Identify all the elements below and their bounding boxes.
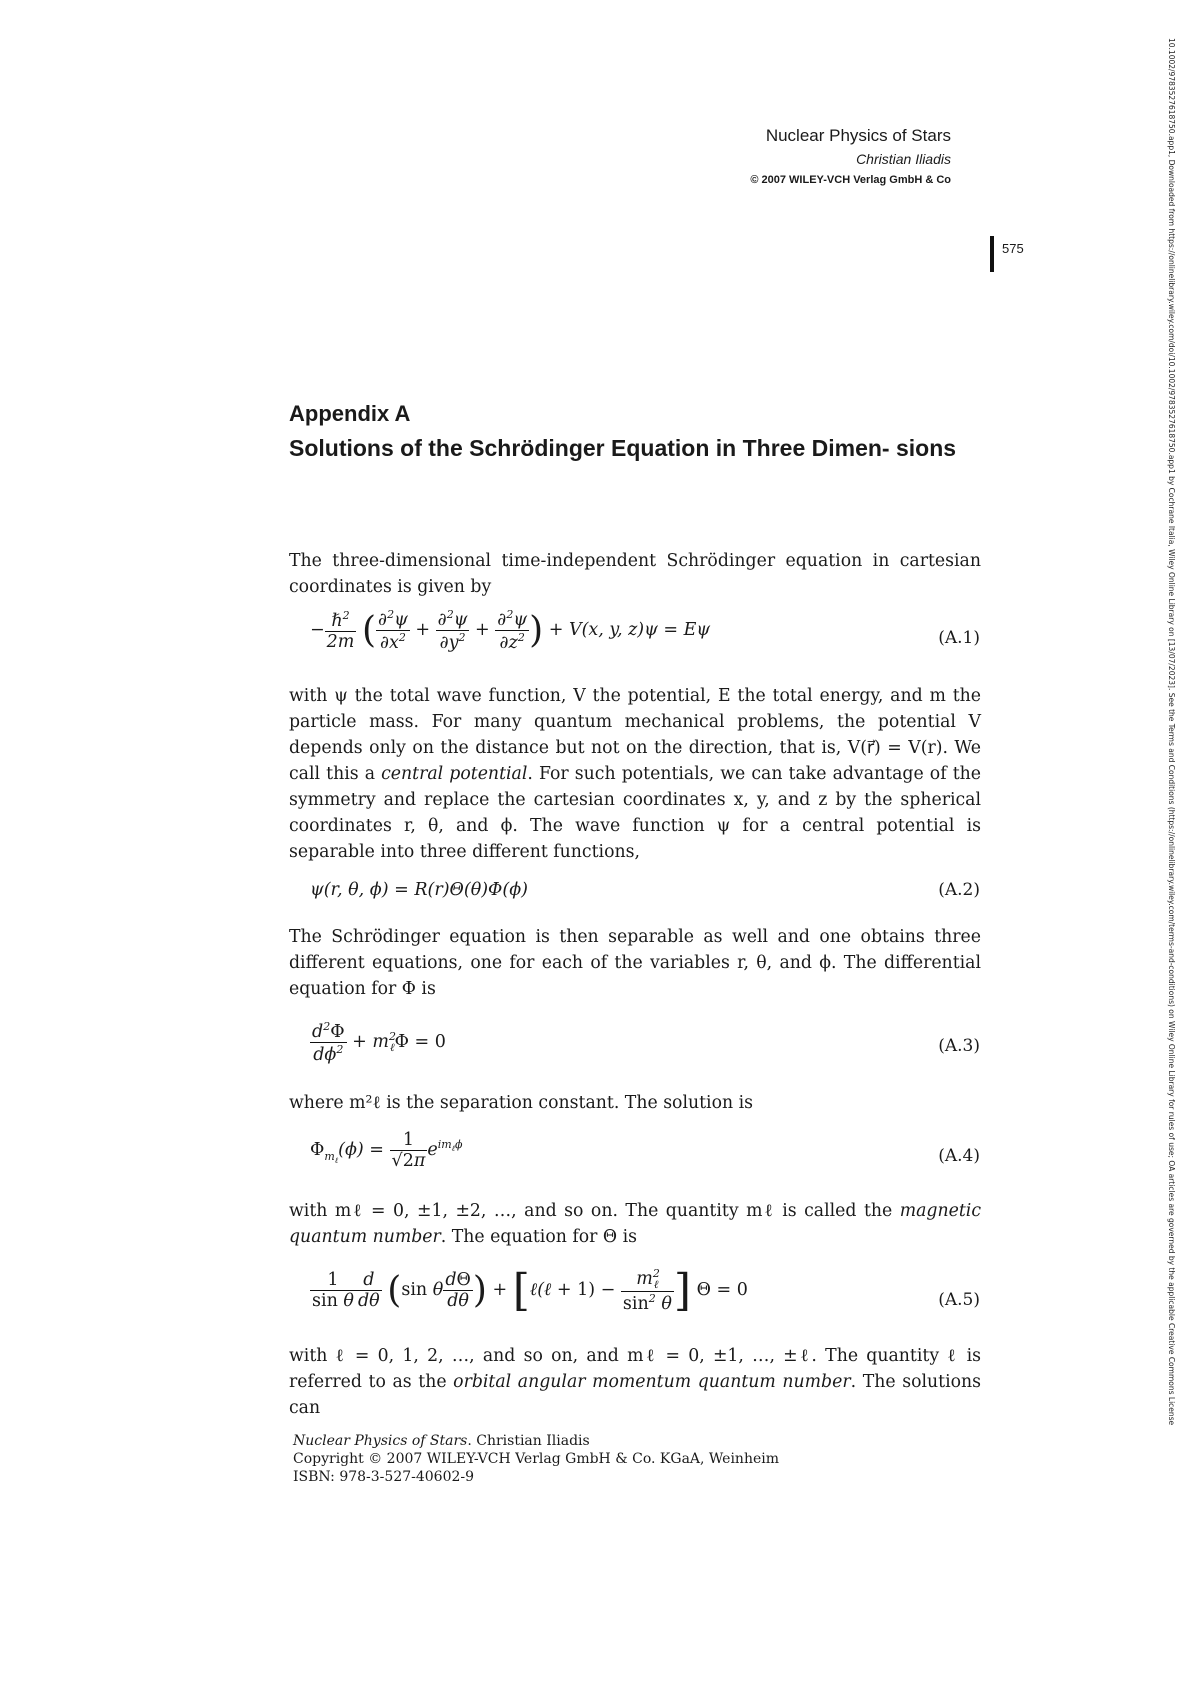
- emphasis-orbital-angular-momentum: orbital angular momentum quantum number: [453, 1372, 851, 1392]
- paragraph-central-potential: [289, 683, 981, 865]
- equation-a4: $\Phi_{m_\ell}(\phi)$ = $\frac{1}{√2\pi}$ $e^{im_\ell\phi}$: [310, 1130, 463, 1171]
- chapter-title: Solutions of the Schrödinger Equation in Three Dimen- sions: [289, 435, 957, 461]
- paragraph-separable: The Schrödinger equation is then separable as well and one obtains three different equations, one for each of the variables r, θ, and ϕ. The differential equation for Φ is: [289, 927, 981, 999]
- footer-line-1: [293, 1432, 779, 1450]
- equation-a3: $\frac{d^2\Phi}{d\phi^2}$ + $m^2_\ell\Phi = 0$: [312, 1020, 446, 1065]
- equation-number-a4: (A.4): [938, 1146, 980, 1166]
- appendix-label: Appendix A: [289, 401, 411, 426]
- footer-book-title: Nuclear Physics of Stars: [293, 1433, 468, 1449]
- equation-a1: − $\frac{\hbar^2}{2m}$ ( $\frac{\partial^2\psi}{\partial x^2}$ + $\frac{\partial^2\psi}{\partial y^2}$ + $\frac{\partial^2\psi}{\partial z^2}$ ) + V(x, y, z)ψ = Eψ: [310, 608, 711, 653]
- equation-number-a1: (A.1): [938, 628, 980, 648]
- paragraph-text: with ψ the total wave function, V the potential, E the total energy, and m the particle mass. For many quantum mechanical problems, the potential V depends only on the distance but not on the direction, that is, V(r⃗) = V(r). We call this a: [289, 686, 981, 784]
- download-notice-text: 10.1002/9783527618750.app1, Downloaded from https://onlinelibrary.wiley.com/doi/10.1002/9783527618750.app1 by Cochrane Italia, Wiley Online Library on [13/07/2023]. See the Terms and Conditions (https://onlinelibrary.wiley.com/terms-and-conditions) on Wiley Online Library for rules of use; OA articles are governed by the applicable Creative Commons License: [1167, 38, 1176, 1426]
- page-number-bar: [990, 236, 994, 272]
- paragraph-magnetic-quantum-number: [289, 1198, 981, 1250]
- paragraph-text: . The equation for Θ is: [440, 1227, 637, 1247]
- paragraph-text: . The solutions can: [289, 1372, 982, 1418]
- paragraph-text: with ℓ = 0, 1, 2, …, and so on, and mℓ = 0, ±1, …, ±ℓ. The quantity ℓ is referred to as the: [289, 1346, 981, 1392]
- footer-line-3: ISBN: 978-3-527-40602-9: [293, 1469, 475, 1485]
- emphasis-magnetic-quantum-number: magnetic quantum number: [289, 1201, 981, 1247]
- paragraph-intro: The three-dimensional time-independent Schrödinger equation in cartesian coordinates is given by: [289, 551, 981, 597]
- download-notice-vertical: [1166, 38, 1178, 1618]
- paragraph-orbital-angular-momentum: [289, 1343, 981, 1421]
- header-copyright: © 2007 WILEY-VCH Verlag GmbH & Co: [750, 174, 951, 186]
- equation-number-a2: (A.2): [938, 880, 980, 900]
- emphasis-central-potential: central potential: [381, 764, 528, 784]
- paragraph-text: . For such potentials, we can take advantage of the symmetry and replace the cartesian coordinates x, y, and z by the spherical coordinates r, θ, and ϕ. The wave function ψ for a central potential is separable into three different functions,: [289, 764, 982, 862]
- copyright-footer: [293, 1432, 779, 1486]
- equation-number-a3: (A.3): [938, 1036, 980, 1056]
- equation-a5: $\frac{1}{\text{sin θ}}$ $\frac{d}{d\theta}$ (sin θ $\frac{d\Theta}{d\theta}$ ) + [ℓ(ℓ + 1) − $\frac{m^2_\ell}{\sin^2 \theta}$ ] Θ = 0: [312, 1265, 748, 1316]
- footer-line-2: Copyright © 2007 WILEY-VCH Verlag GmbH & Co. KGaA, Weinheim: [293, 1451, 780, 1467]
- page-number: 575: [1002, 241, 1024, 256]
- paragraph-text: with mℓ = 0, ±1, ±2, …, and so on. The quantity mℓ is called the: [289, 1201, 900, 1221]
- header-book-title: Nuclear Physics of Stars: [765, 126, 951, 145]
- equation-number-a5: (A.5): [938, 1290, 980, 1310]
- equation-a2: ψ(r, θ, ϕ) = R(r)Θ(θ)Φ(ϕ): [310, 880, 528, 900]
- header-author: Christian Iliadis: [856, 151, 951, 167]
- footer-author: . Christian Iliadis: [467, 1433, 590, 1449]
- paragraph-separation-constant: where m²ℓ is the separation constant. The solution is: [289, 1093, 754, 1113]
